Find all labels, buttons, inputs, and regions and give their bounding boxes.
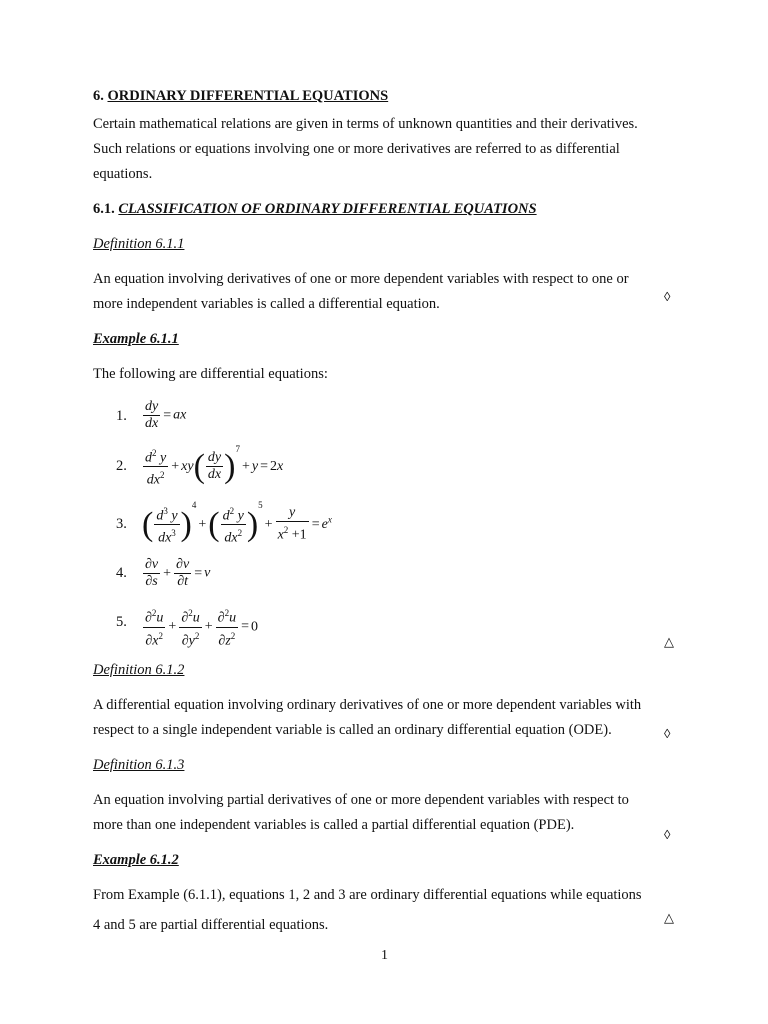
definition-text-line-2: more independent variables is called a differential equation. (93, 296, 440, 312)
end-of-definition-diamond: ◊ (664, 726, 671, 741)
definition-text-line-2: respect to a single independent variable is called an ordinary differential equation (ODE). (93, 722, 612, 738)
subsection-number: 6.1. (93, 201, 115, 217)
example-text: and (103, 917, 125, 933)
example-text-line-1 (93, 887, 642, 904)
intro-line-1: Certain mathematical relations are given in terms of unknown quantities and their derivatives. (93, 116, 638, 132)
intro-line-2: Such relations or equations involving one or more derivatives are referred to as differential (93, 141, 620, 157)
equation-ref-5: 5 (128, 917, 136, 933)
equation-ref-1: 1, (288, 887, 300, 903)
equation-ref-3: 3 (338, 887, 346, 903)
definition-text-line-1: A differential equation involving ordinary derivatives of one or more dependent variables with (93, 697, 642, 713)
subsection-title: CLASSIFICATION OF ORDINARY DIFFERENTIAL EQUATIONS (118, 201, 537, 217)
end-of-definition-diamond: ◊ (664, 827, 671, 842)
example-intro: The following are differential equations: (93, 366, 328, 382)
equation-ref-2: 2 (302, 887, 311, 903)
equation-1: $\frac{dy}{dx}$ = ax (145, 399, 187, 431)
definition-heading: Definition 6.1.1 (93, 236, 185, 252)
end-of-example-triangle: △ (664, 910, 674, 925)
example-text: and (313, 887, 335, 903)
end-of-example-triangle: △ (664, 634, 674, 649)
definition-text-line-1: An equation involving derivatives of one or more dependent variables with respect to one or (93, 271, 629, 287)
subsection-heading (93, 201, 537, 218)
example-heading: Example 6.1.2 (93, 852, 179, 868)
definition-heading: Definition 6.1.3 (93, 757, 185, 773)
intro-line-3: equations. (93, 166, 153, 182)
section-number: 6. (93, 88, 104, 104)
equation-number-5: 5. (116, 614, 127, 630)
example-text: From Example (6.1.1), equations (93, 887, 285, 903)
page-number: 1 (381, 948, 388, 963)
equation-number-2: 2. (116, 458, 127, 474)
definition-text-line-1: An equation involving partial derivatives of one or more dependent variables with respect to (93, 792, 629, 808)
definition-heading: Definition 6.1.2 (93, 662, 185, 678)
equation-3: ( $\frac{d^3 y}{dx^3}$ )$^4$+( $\frac{d^2 y}{dx^2}$ )$^5$+ $\frac{y}{x^2 +1}$ = $e^x$ (142, 500, 332, 546)
equation-5: $\frac{\partial^2u}{\partial x^2}$ + $\frac{\partial^2u}{\partial y^2}$ + $\frac{\partial^2u}{\partial z^2}$ = 0 (142, 605, 258, 649)
equation-4: $\frac{\partial v}{\partial s}$ + $\frac{\partial v}{\partial t}$ = v (145, 557, 211, 589)
section-title: ORDINARY DIFFERENTIAL EQUATIONS (107, 88, 389, 104)
equation-number-1: 1. (116, 408, 127, 424)
definition-text-line-2: more than one independent variables is called a partial differential equation (PDE). (93, 817, 575, 833)
example-text-line-2 (93, 917, 328, 934)
equation-ref-4: 4 (93, 917, 101, 933)
example-text: are partial differential equations. (139, 917, 329, 933)
example-heading: Example 6.1.1 (93, 331, 179, 347)
equation-number-3: 3. (116, 516, 127, 532)
section-heading (93, 88, 388, 105)
end-of-definition-diamond: ◊ (664, 289, 671, 304)
equation-number-4: 4. (116, 565, 127, 581)
example-text: are ordinary differential equations while equations (349, 887, 642, 903)
equation-2: $\frac{d^2 y}{dx^2}$ + xy( $\frac{dy}{dx}$ )$^7$+ y = 2x (145, 444, 284, 488)
